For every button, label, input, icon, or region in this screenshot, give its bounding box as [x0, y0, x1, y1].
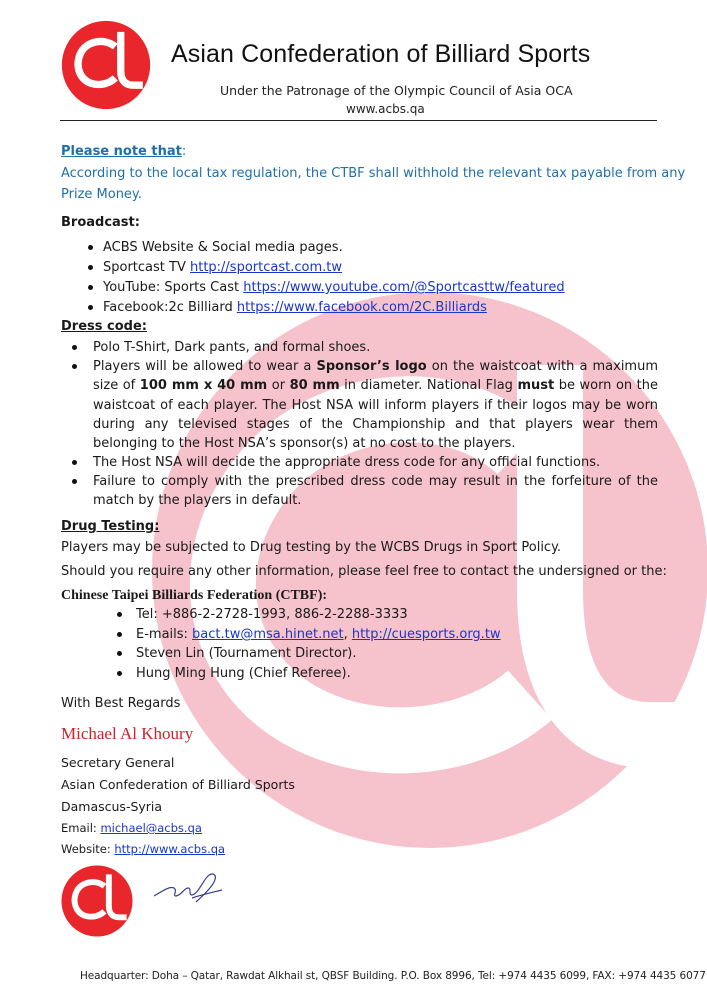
acbs-logo-icon — [60, 864, 134, 938]
dress-text: Players will be allowed to wear a — [93, 359, 317, 374]
header-divider — [60, 120, 657, 121]
signatory-city: Damascus-Syria — [61, 799, 163, 814]
federation-tel: Tel: +886-2-2728-1993, 886-2-2288-3333 — [136, 607, 408, 622]
email-label: Email: — [61, 821, 101, 835]
dress-text: be worn on the waistcoat of each player. The Host NSA will inform players if their logos may be worn during any televised stages of the Championship and that players wear them belonging to the Host NSA’s sponsor(s) at no cost to the players. — [93, 378, 658, 452]
regards: With Best Regards — [61, 696, 181, 711]
note-heading: Please note that — [61, 144, 182, 159]
note-line-2: Prize Money. — [61, 187, 142, 202]
federation-director: Steven Lin (Tournament Director). — [136, 646, 357, 661]
drug-testing-line: Players may be subjected to Drug testing by the WCBS Drugs in Sport Policy. — [61, 540, 562, 555]
federation-item — [136, 605, 408, 624]
dress-text: in diameter. National Flag — [339, 378, 518, 394]
bullet-dot-icon — [88, 305, 93, 310]
dress-code-heading: Dress code: — [61, 319, 147, 334]
bullet-dot-icon — [117, 612, 122, 617]
broadcast-item — [103, 298, 487, 317]
header-website: www.acbs.qa — [346, 102, 425, 116]
email-separator: , — [343, 627, 352, 642]
dress-text: on the waistcoat with a maximum size of — [93, 359, 658, 394]
federation-referee: Hung Ming Hung (Chief Referee). — [136, 666, 351, 681]
dress-text-bold: 80 mm — [289, 378, 340, 394]
note-heading-line — [61, 142, 186, 161]
dress-code-item: Polo T-Shirt, Dark pants, and formal shoes. — [93, 340, 371, 355]
youtube-link[interactable]: https://www.youtube.com/@Sportcasttw/featured — [243, 280, 565, 295]
contact-line: Should you require any other information, please feel free to contact the undersigned or the: — [61, 564, 667, 579]
federation-website-link[interactable]: http://cuesports.org.tw — [351, 627, 501, 642]
bullet-dot-icon — [72, 479, 77, 484]
signatory-website-link[interactable]: http://www.acbs.qa — [114, 842, 226, 856]
bullet-dot-icon — [117, 651, 122, 656]
signatory-org: Asian Confederation of Billiard Sports — [61, 777, 295, 792]
broadcast-item-text: Sportcast TV — [103, 260, 190, 275]
website-label: Website: — [61, 842, 115, 856]
note-line-1: According to the local tax regulation, the CTBF shall withhold the relevant tax payable from any — [61, 166, 686, 181]
broadcast-item — [103, 258, 342, 277]
bullet-dot-icon — [72, 460, 77, 465]
broadcast-item-text: Facebook:2c Billiard — [103, 300, 237, 315]
emails-label: E-mails: — [136, 627, 193, 642]
federation-item — [136, 625, 501, 644]
note-heading-colon: : — [181, 144, 187, 159]
bullet-dot-icon — [88, 285, 93, 290]
dress-text-bold: 100 mm x 40 mm — [139, 378, 268, 394]
bullet-dot-icon — [88, 265, 93, 270]
bullet-dot-icon — [72, 345, 77, 350]
dress-code-item: The Host NSA will decide the appropriate dress code for any official functions. — [93, 455, 601, 470]
federation-email-link[interactable]: bact.tw@msa.hinet.net — [192, 627, 344, 642]
signatory-title: Secretary General — [61, 755, 175, 770]
bullet-dot-icon — [72, 364, 77, 369]
dress-text-bold: must — [517, 378, 555, 394]
signatory-website-line — [61, 840, 225, 859]
patronage-line: Under the Patronage of the Olympic Council of Asia OCA — [220, 83, 573, 98]
federation-item — [136, 664, 351, 683]
broadcast-item-text: YouTube: Sports Cast — [103, 280, 244, 295]
signatory-email-link[interactable]: michael@acbs.qa — [100, 821, 202, 835]
signature-scribble-icon — [152, 868, 224, 908]
organization-title: Asian Confederation of Billiard Sports — [171, 40, 591, 68]
dress-code-item-sponsor — [93, 357, 658, 453]
dress-code-item: Failure to comply with the prescribed dress code may result in the forfeiture of the match by the players in default. — [93, 474, 658, 508]
dress-text: or — [267, 378, 290, 394]
signatory-email-line — [61, 819, 202, 838]
broadcast-item — [103, 238, 343, 257]
dress-text-bold: Sponsor’s logo — [316, 359, 427, 374]
footer-address: Headquarter: Doha – Qatar, Rawdat Alkhail st, QBSF Building. P.O. Box 8996, Tel: +974 4435 6099, FAX: +974 4435 6077 — [80, 970, 706, 982]
facebook-link[interactable]: https://www.facebook.com/2C.Billiards — [236, 300, 487, 315]
acbs-logo-icon — [60, 19, 152, 111]
bullet-dot-icon — [117, 632, 122, 637]
broadcast-heading: Broadcast: — [61, 215, 140, 230]
federation-name: Chinese Taipei Billiards Federation (CTBF): — [61, 588, 328, 603]
broadcast-item-text: ACBS Website & Social media pages. — [103, 240, 343, 255]
bullet-dot-icon — [117, 671, 122, 676]
bullet-dot-icon — [88, 245, 93, 250]
federation-item — [136, 644, 357, 663]
drug-testing-heading: Drug Testing: — [61, 519, 160, 534]
broadcast-item — [103, 278, 565, 297]
signatory-name: Michael Al Khoury — [61, 724, 194, 743]
sportcast-link[interactable]: http://sportcast.com.tw — [189, 260, 342, 275]
